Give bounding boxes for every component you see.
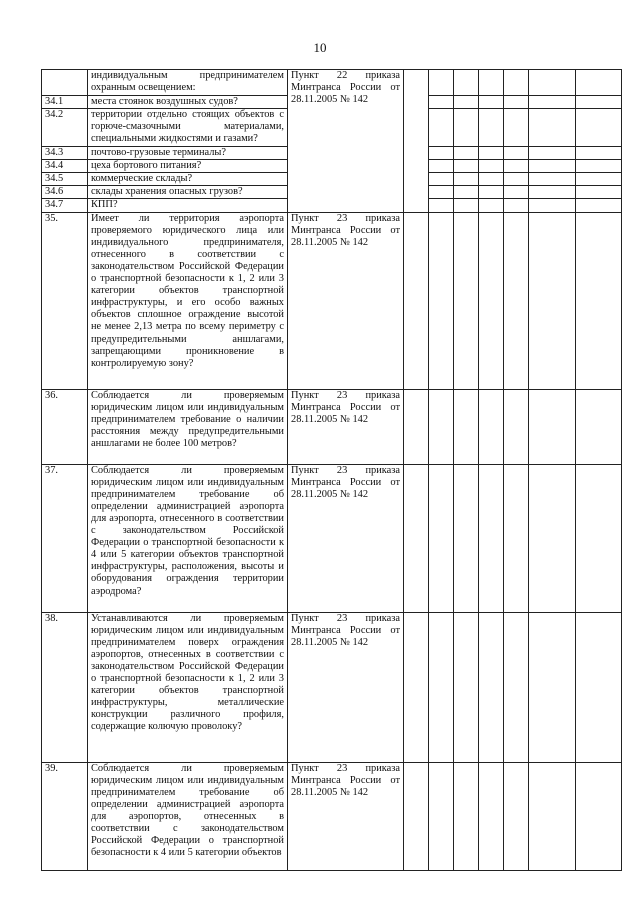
row-question: почтово-грузовые терминалы? — [88, 147, 288, 160]
row-reference: Пункт 23 приказа Минтранса России от 28.11.2005 № 142 — [288, 389, 404, 464]
answer-cell[interactable] — [404, 464, 429, 612]
answer-cell[interactable] — [576, 464, 622, 612]
answer-cell[interactable] — [404, 70, 429, 213]
answer-cell[interactable] — [454, 199, 479, 212]
answer-cell[interactable] — [404, 762, 429, 870]
answer-cell[interactable] — [454, 160, 479, 173]
answer-cell[interactable] — [529, 70, 576, 96]
row-question: склады хранения опасных грузов? — [88, 186, 288, 199]
answer-cell[interactable] — [454, 612, 479, 762]
answer-cell[interactable] — [429, 212, 454, 389]
answer-cell[interactable] — [479, 199, 504, 212]
row-number: 34.5 — [42, 173, 88, 186]
table-row — [42, 70, 622, 96]
answer-cell[interactable] — [404, 612, 429, 762]
answer-cell[interactable] — [429, 160, 454, 173]
answer-cell[interactable] — [529, 212, 576, 389]
answer-cell[interactable] — [529, 186, 576, 199]
row-number — [42, 70, 88, 96]
table-row — [42, 464, 622, 612]
answer-cell[interactable] — [529, 762, 576, 870]
answer-cell[interactable] — [576, 147, 622, 160]
answer-cell[interactable] — [576, 173, 622, 186]
answer-cell[interactable] — [504, 70, 529, 96]
row-number: 34.1 — [42, 96, 88, 109]
row-question: Имеет ли территория аэропорта проверяемого юридического лица или индивидуального предпринимателя, отнесенного в соответствии с законодательством Российской Федерации о транспортной безопасности к 1, 2 или 3 категории объектов транспортной инфраструктуры, и его особо важных объектов сплошное ограждение высотой не менее 2,13 метра по всему периметру с предупредительными аншлагами, запрещающими проникновение в контролируемую зону? — [88, 212, 288, 389]
row-number: 34.4 — [42, 160, 88, 173]
answer-cell[interactable] — [454, 109, 479, 147]
answer-cell[interactable] — [404, 212, 429, 389]
row-number: 39. — [42, 762, 88, 870]
answer-cell[interactable] — [576, 186, 622, 199]
answer-cell[interactable] — [504, 389, 529, 464]
answer-cell[interactable] — [454, 70, 479, 96]
row-number: 38. — [42, 612, 88, 762]
table-row — [42, 762, 622, 870]
row-reference: Пункт 23 приказа Минтранса России от 28.11.2005 № 142 — [288, 762, 404, 870]
row-question: Устанавливаются ли проверяемым юридическим лицом или индивидуальным предпринимателем поверх ограждения аэропортов, отнесенных в соответствии с законодательством Российской Федерации о транспортной безопасности к 1, 2 или 3 категории объектов транспортной инфраструктуры, металлические конструкции различного профиля, содержащие колючую проволоку? — [88, 612, 288, 762]
answer-cell[interactable] — [576, 109, 622, 147]
answer-cell[interactable] — [454, 762, 479, 870]
row-question: Соблюдается ли проверяемым юридическим лицом или индивидуальным предпринимателем требование об определении администрацией аэропорта для аэропорта, отнесенного в соответствии с законодательством Российской Федерации о транспортной безопасности к 4 или 5 категории объектов транспортной инфраструктуры, расположения, высоты и оборудования ограждения территории аэродрома? — [88, 464, 288, 612]
answer-cell[interactable] — [479, 96, 504, 109]
table-row — [42, 389, 622, 464]
row-reference: Пункт 22 приказа Минтранса России от 28.11.2005 № 142 — [288, 70, 404, 213]
answer-cell[interactable] — [504, 199, 529, 212]
answer-cell[interactable] — [504, 147, 529, 160]
answer-cell[interactable] — [529, 464, 576, 612]
answer-cell[interactable] — [479, 160, 504, 173]
row-question: территории отдельно стоящих объектов с горюче-смазочными материалами, специальными жидкостями и газами? — [88, 109, 288, 147]
answer-cell[interactable] — [479, 109, 504, 147]
answer-cell[interactable] — [429, 96, 454, 109]
row-reference: Пункт 23 приказа Минтранса России от 28.11.2005 № 142 — [288, 212, 404, 389]
answer-cell[interactable] — [404, 389, 429, 464]
answer-cell[interactable] — [454, 147, 479, 160]
row-question: коммерческие склады? — [88, 173, 288, 186]
answer-cell[interactable] — [529, 160, 576, 173]
answer-cell[interactable] — [504, 96, 529, 109]
answer-cell[interactable] — [429, 147, 454, 160]
answer-cell[interactable] — [504, 762, 529, 870]
answer-cell[interactable] — [429, 186, 454, 199]
row-number: 34.6 — [42, 186, 88, 199]
answer-cell[interactable] — [429, 762, 454, 870]
answer-cell[interactable] — [529, 173, 576, 186]
answer-cell[interactable] — [429, 464, 454, 612]
answer-cell[interactable] — [504, 212, 529, 389]
answer-cell[interactable] — [529, 612, 576, 762]
answer-cell[interactable] — [576, 762, 622, 870]
table-row — [42, 612, 622, 762]
answer-cell[interactable] — [576, 160, 622, 173]
row-reference: Пункт 23 приказа Минтранса России от 28.11.2005 № 142 — [288, 612, 404, 762]
answer-cell[interactable] — [576, 96, 622, 109]
answer-cell[interactable] — [576, 389, 622, 464]
answer-cell[interactable] — [479, 612, 504, 762]
row-question: КПП? — [88, 199, 288, 212]
answer-cell[interactable] — [479, 173, 504, 186]
answer-cell[interactable] — [454, 173, 479, 186]
answer-cell[interactable] — [429, 70, 454, 96]
row-question: Соблюдается ли проверяемым юридическим лицом или индивидуальным предпринимателем требование об определении администрацией аэропорта для аэропортов, отнесенных в соответствии с законодательством Российской Федерации о транспортной безопасности к 4 или 5 категории объектов — [88, 762, 288, 870]
row-number: 36. — [42, 389, 88, 464]
answer-cell[interactable] — [454, 186, 479, 199]
answer-cell[interactable] — [576, 212, 622, 389]
answer-cell[interactable] — [504, 612, 529, 762]
answer-cell[interactable] — [429, 612, 454, 762]
row-reference: Пункт 23 приказа Минтранса России от 28.11.2005 № 142 — [288, 464, 404, 612]
answer-cell[interactable] — [504, 186, 529, 199]
answer-cell[interactable] — [454, 464, 479, 612]
row-number: 34.3 — [42, 147, 88, 160]
answer-cell[interactable] — [429, 173, 454, 186]
row-question: места стоянок воздушных судов? — [88, 96, 288, 109]
answer-cell[interactable] — [479, 212, 504, 389]
answer-cell[interactable] — [529, 147, 576, 160]
answer-cell[interactable] — [454, 96, 479, 109]
page-number: 10 — [313, 40, 327, 55]
row-question: Соблюдается ли проверяемым юридическим лицом или индивидуальным предпринимателем требование о наличии расстояния между предупредительными аншлагами не более 100 метров? — [88, 389, 288, 464]
answer-cell[interactable] — [429, 199, 454, 212]
answer-cell[interactable] — [479, 464, 504, 612]
answer-cell[interactable] — [479, 389, 504, 464]
row-question: индивидуальным предпринимателем охранным освещением: — [88, 70, 288, 96]
answer-cell[interactable] — [576, 199, 622, 212]
answer-cell[interactable] — [576, 70, 622, 96]
row-number: 34.2 — [42, 109, 88, 147]
answer-cell[interactable] — [576, 612, 622, 762]
answer-cell[interactable] — [504, 160, 529, 173]
checklist-table — [41, 69, 622, 871]
row-question: цеха бортового питания? — [88, 160, 288, 173]
row-number: 35. — [42, 212, 88, 389]
row-number: 34.7 — [42, 199, 88, 212]
answer-cell[interactable] — [529, 96, 576, 109]
answer-cell[interactable] — [504, 109, 529, 147]
answer-cell[interactable] — [454, 212, 479, 389]
answer-cell[interactable] — [429, 109, 454, 147]
answer-cell[interactable] — [529, 199, 576, 212]
row-number: 37. — [42, 464, 88, 612]
answer-cell[interactable] — [479, 762, 504, 870]
answer-cell[interactable] — [504, 464, 529, 612]
answer-cell[interactable] — [504, 173, 529, 186]
table-row — [42, 212, 622, 389]
answer-cell[interactable] — [529, 389, 576, 464]
answer-cell[interactable] — [429, 389, 454, 464]
answer-cell[interactable] — [479, 147, 504, 160]
answer-cell[interactable] — [479, 70, 504, 96]
answer-cell[interactable] — [529, 109, 576, 147]
answer-cell[interactable] — [454, 389, 479, 464]
answer-cell[interactable] — [479, 186, 504, 199]
